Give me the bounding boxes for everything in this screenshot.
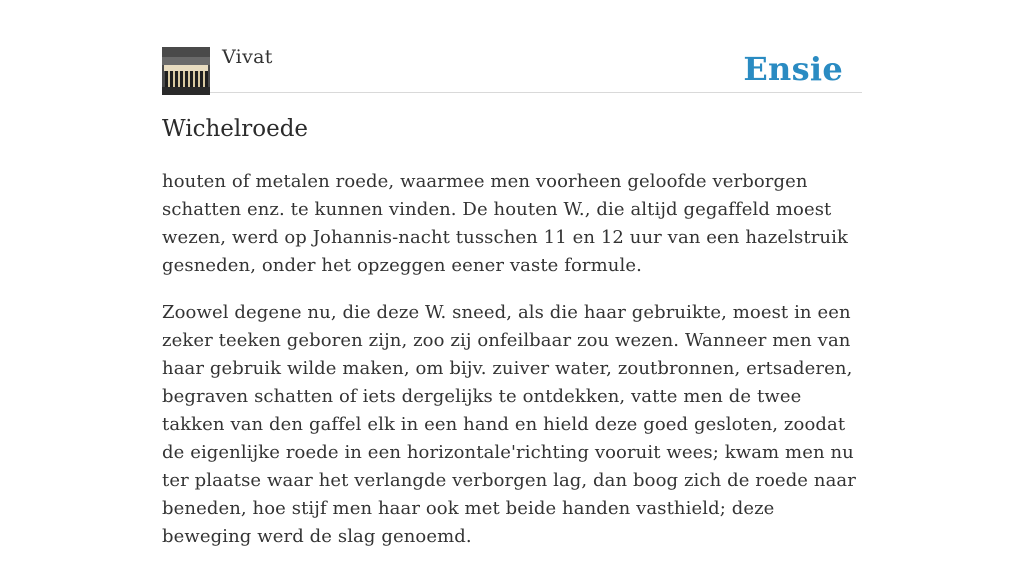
article-body xyxy=(162,168,862,570)
author-name[interactable]: Vivat xyxy=(222,46,273,68)
typewriter-avatar-icon xyxy=(162,47,210,95)
paragraph: houten of metalen roede, waarmee men voorheen geloofde verborgen schatten enz. te kunnen vinden. De houten W., die altijd gegaffeld moest wezen, werd op Johannis-nacht tusschen 11 en 12 uur van een hazelstruik gesneden, onder het opzeggen eener vaste formule. xyxy=(162,171,848,276)
author-avatar[interactable] xyxy=(162,47,210,95)
article-title: Wichelroede xyxy=(162,116,309,142)
header xyxy=(162,0,862,93)
brand-logo[interactable]: Ensie xyxy=(743,50,843,88)
paragraph: Zoowel degene nu, die deze W. sneed, als die haar gebruikte, moest in een zeker teeken geboren zijn, zoo zij onfeilbaar zou wezen. Wanneer men van haar gebruik wilde maken, om bijv. zuiver water, zoutbronnen, ertsaderen, begraven schatten of iets dergelijks te ontdekken, vatte men de twee takken van den gaffel elk in een hand en hield deze goed gesloten, zoodat de eigenlijke roede in een horizontale'richting vooruit wees; kwam men nu ter plaatse waar het verlangde verborgen lag, dan boog zich de roede naar beneden, hoe stijf men haar ook met beide handen vasthield; deze beweging werd de slag genoemd. xyxy=(162,302,856,547)
article-card xyxy=(162,0,862,547)
